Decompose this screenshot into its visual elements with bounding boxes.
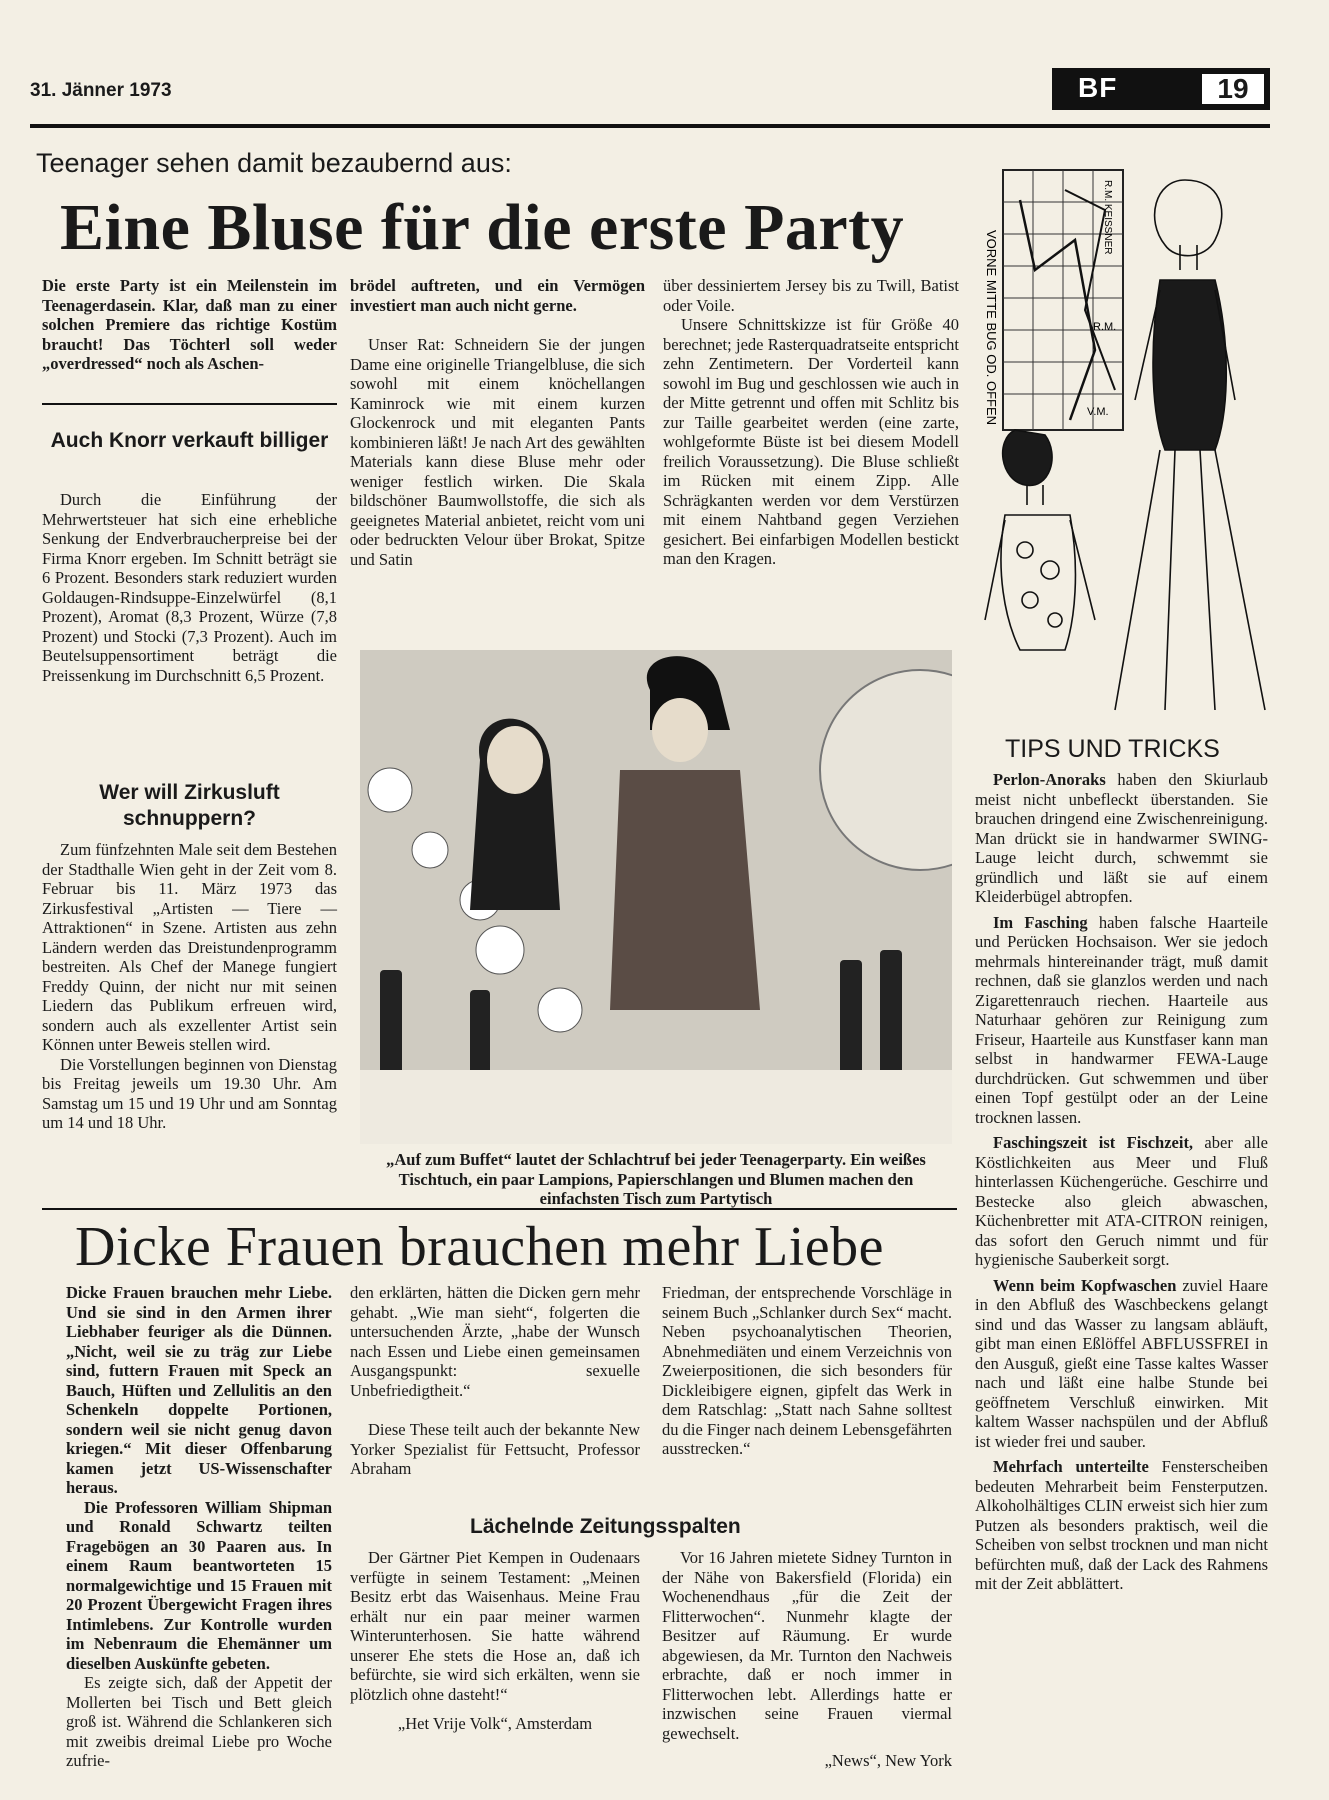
zirkus-text (42, 840, 337, 1133)
article2-col3-paragraph-1: Friedman, der entsprechende Vorschläge in seinem Buch „Schlanker durch Sex“ macht. Neben psychoanalytischen Theorien, Abnehmediäten und einem Verzeichnis von Zweierpositionen, die sich besonders für Dickleibigere eignen, gipfelt das Werk in dem Ratschlag: „Statt nach Sahne solltest du die Finger nach deinem Lebensgefährten ausstrecken.“ (662, 1283, 953, 1458)
page-number: 19 (1200, 72, 1266, 106)
article2-top-rule (42, 1208, 957, 1210)
article-kicker: Teenager sehen damit bezaubernd aus: (36, 148, 512, 178)
zirkus-paragraph-2: Die Vorstellungen beginnen von Dienstag bis Freitag jeweils um 19.30 Uhr. Am Samstag um 15 und 19 Uhr und am Sonntag um 14 und 18 Uhr. (42, 1054, 337, 1132)
zirkus-paragraph-1: Zum fünfzehnten Male seit dem Bestehen der Stadthalle Wien geht in der Zeit vom 8. Februar bis 11. März 1973 das Zirkusfestival „Artisten — Tiere — Attraktionen“ in Szene. Artisten aus zehn Ländern werden das Dreistundenprogramm bestreiten. Als Chef der Manege fungiert Freddy Quinn, der nicht nur mit seinen Liedern das Publikum erfreuen wird, sondern auch als exzellenter Artist sein Können unter Beweis stellen wird. (42, 840, 337, 1054)
pattern-outline (1020, 200, 1095, 420)
article2-headline: Dicke Frauen brauchen mehr Liebe (75, 1216, 884, 1278)
article2-paragraph-3: Es zeigte sich, daß der Appetit der Mollerten bei Tisch und Bett gleich groß ist. Während die Schlankeren sich mit zweibis dreimal Liebe pro Woche zufrie- (66, 1673, 332, 1770)
section-label: BF (1078, 72, 1118, 103)
tips-list (975, 770, 1268, 1594)
article3-col2-text: Vor 16 Jahren mietete Sidney Turnton in der Nähe von Bakersfield (Florida) ein Wochenendhaus „für die Zeit der Flitterwochen“. Nunmehr klagte der Besitzer auf Räumung. Er wurde abgewiesen, da Mr. Turnton den Nachweis erbrachte, daß er noch immer in Flitterwochen lebt. Allerdings hatte er inzwischen seine Frauen viermal gewechselt. (662, 1548, 952, 1743)
article-column-3 (663, 276, 959, 569)
photo-caption: „Auf zum Buffet“ lautet der Schlachtruf bei jeder Teenagerparty. Ein weißes Tischtuch, ein paar Lampions, Papierschlangen und Blumen machen den einfachsten Tisch zum Partytisch (386, 1150, 926, 1208)
issue-date: 31. Jänner 1973 (30, 80, 172, 101)
tablecloth (360, 1070, 952, 1144)
header-rule (30, 124, 1270, 128)
article2-col2-paragraph-1: den erklärten, hätten die Dicken gern mehr gehabt. „Wie man sieht“, folgerten die untersuchenden Ärzte, „habe der Wunsch nach Essen und Liebe einen gemeinsamen Ausgangspunkt: sexuelle Unbefriedigtheit.“ (350, 1283, 640, 1400)
girl-2-blouse (610, 770, 760, 1010)
tip-item: Faschingszeit ist Fischzeit, aber alle Köstlichkeiten aus Meer und Fluß hinterlassen Küchengerüche. Geschirre und Bestecke also gleich abwaschen, Küchenbretter mit ATA-CITRON reinigen, das sofort den Geruch nimmt und für hygienische Sauberkeit sorgt. (975, 1133, 1268, 1269)
section-badge (1052, 68, 1270, 110)
article3-col1-source: „Het Vrije Volk“, Amsterdam (397, 1714, 593, 1733)
tips-title: TIPS UND TRICKS (1005, 735, 1220, 763)
party-photo (360, 650, 952, 1144)
sketch-mark-rm: R.M. (1093, 321, 1117, 333)
article3-title: Lächelnde Zeitungsspalten (470, 1515, 741, 1538)
tip-item: Mehrfach unterteilte Fensterscheiben bedeuten Mehrarbeit beim Fensterputzen. Alkoholhältiges CLIN erweist sich hier zum Putzen als besonders praktisch, weil die Scheiben von selbst trocknen und man nicht befürchten muß, daß der Lack des Rahmens mit der Zeit abblättert. (975, 1457, 1268, 1593)
article3-col1-text: Der Gärtner Piet Kempen in Oudenaars verfügte in seinem Testament: „Meinen Besitz erbt das Waisenhaus. Meine Frau erhält nur ein paar meiner warmen Winterunterhosen. Sie hatte während unserer Ehe stets die Hose an, daß ich befürchte, sie wird sich erkälten, wenn sie plötzlich ohne dasteht!“ (350, 1548, 640, 1704)
article-col3-paragraph-1: über dessiniertem Jersey bis zu Twill, Batist oder Voile. (663, 276, 959, 315)
article2-column-1 (66, 1283, 332, 1771)
column-divider (42, 403, 337, 405)
article3-column-2 (662, 1548, 952, 1771)
tip-item: Perlon-Anoraks haben den Skiurlaub meist nicht unbefleckt überstanden. Sie brauchen dringend eine Zwischenreinigung. Man drückt sie in handwarmer SWING-Lauge leicht durch, schwemmt sie gründlich und läßt sie auf einem Kleiderbügel abtropfen. (975, 770, 1268, 906)
article2-col2-paragraph-2: Diese These teilt auch der bekannte New Yorker Spezialist für Fettsucht, Professor Abraham (350, 1420, 640, 1478)
party-photo-image (360, 650, 952, 1144)
article2-column-3 (662, 1283, 952, 1459)
sketch-vertical-label: VORNE MITTE BUG OD. OFFEN (984, 230, 999, 426)
pattern-sketch (975, 150, 1270, 742)
tip-item: Wenn beim Kopfwaschen zuviel Haare in den Abfluß des Waschbeckens gelangt sind und das Wasser zu langsam abläuft, gibt man einen Eßlöffel ABFLUSSFREI in den Ausguß, gießt eine Tasse kaltes Wasser nach und läßt eine halbe Stunde bei geöffnetem Verschluß einwirken. Mit kaltem Wasser nachspülen und der Abfluß ist wieder frei und sauber. (975, 1275, 1269, 1451)
knorr-text (42, 490, 337, 685)
girl-2-face (652, 698, 708, 762)
article2-lead: Dicke Frauen brauchen mehr Liebe. Und sie sind in den Armen ihrer Liebhaber feuriger als die Dünnen. „Nicht, weil sie zu träg zur Liebe sind, futtern Frauen mit Speck an Bauch, Hüften und Zellulitis an den Schenkeln doppelte Portionen, sondern weil sie nicht genug davon kriegen.“ Mit dieser Offenbarung kamen jetzt US-Wissenschafter heraus. (66, 1283, 332, 1497)
article-col2-lead: brödel auftreten, und ein Vermögen investiert man auch nicht gerne. (350, 276, 645, 315)
fashion-figure-front (985, 430, 1095, 650)
article-col3-paragraph-2: Unsere Schnittskizze ist für Größe 40 berechnet; jede Rasterquadratseite entspricht zehn Zentimetern. Der Vorderteil kann sowohl im Bug und geschlossen wie auch in der Mitte getrennt und offen mit Schlitz bis zur Taille gearbeitet werden (eine zarte, wohlgeformte Büste ist bei diesem Modell freilich Voraussetzung). Die Bluse schließt im Rücken mit einem Zipp. Alle Schrägkanten werden vor dem Verstürzen mit einem Nahtband gegen Verziehen gesichert. Bei einfarbigen Modellen bestickt man den Kragen. (663, 315, 959, 568)
knorr-title: Auch Knorr verkauft billiger (50, 429, 329, 452)
article-lead: Die erste Party ist ein Meilenstein im Teenagerdasein. Klar, daß man zu einer solchen Premiere das richtige Kostüm braucht! Das Töchterl soll weder „overdressed“ noch als Aschen- (42, 276, 337, 373)
article2-column-2 (350, 1283, 640, 1479)
girl-1-face (487, 726, 543, 794)
sketch-mark-vm: V.M. (1087, 406, 1109, 418)
zirkus-title: Wer will Zirkusluft schnuppern? (99, 781, 280, 830)
article3-column-1 (350, 1548, 640, 1734)
knorr-paragraph: Durch die Einführung der Mehrwertsteuer hat sich eine erhebliche Senkung der Endverbraucherpreise bei der Firma Knorr ergeben. Im Schnitt beträgt sie 6 Prozent. Besonders stark reduziert wurden Goldaugen-Rindsuppe-Einzelwürfel (8,1 Prozent), Aromat (8,3 Prozent, Würze (7,8 Prozent) und Stocki (7,3 Prozent). Auch im Beutelsuppensortiment beträgt die Preissenkung im Durchschnitt 6,5 Prozent. (42, 490, 337, 685)
article-col2-paragraph: Unser Rat: Schneidern Sie der jungen Dame eine originelle Triangelbluse, die sich sowohl mit einem knöchellangen Kaminrock wie mit einem kurzen Glockenrock und mit eleganten Pants kombinieren läßt! Je nach Art des gewählten Materials kann diese Bluse mehr oder weniger festlich wirken. Die Skala bildschöner Baumwollstoffe, die sich als geeignetes Material anbietet, reicht vom uni oder bedruckten Velour über Brokat, Spitze und Satin (350, 335, 645, 569)
fashion-figure-standing (1115, 180, 1265, 710)
article-column-2 (350, 276, 645, 569)
tip-item: Im Fasching haben falsche Haarteile und Perücken Hochsaison. Wer sie jedoch mehrmals hintereinander trägt, muß damit rechnen, daß sie glanzlos werden und nach Zigarettenrauch riechen. Haarteile aus Naturhaar gehören zur Reinigung zum Friseur, Haarteile aus Kunstfaser kann man selbst in handwarmer FEWA-Lauge durchdrücken. Gut schwemmen und über einen Topf gestülpt oder an der Leine trocknen lassen. (975, 912, 1269, 1127)
article-headline: Eine Bluse für die erste Party (60, 191, 905, 264)
article3-col2-source: „News“, New York (824, 1751, 952, 1770)
article2-paragraph-2: Die Professoren William Shipman und Ronald Schwartz teilten Fragebögen an 30 Paaren aus. In einem Raum beantworteten 15 normalgewichtige und 15 Frauen mit 20 Prozent Übergewicht Fragen ihres Intimlebens. Zur Kontrolle wurden im Nebenraum die Ehemänner um dieselben Auskünfte gebeten. (66, 1497, 332, 1673)
sketch-signature: R.M. KEISSNER (1102, 180, 1113, 255)
